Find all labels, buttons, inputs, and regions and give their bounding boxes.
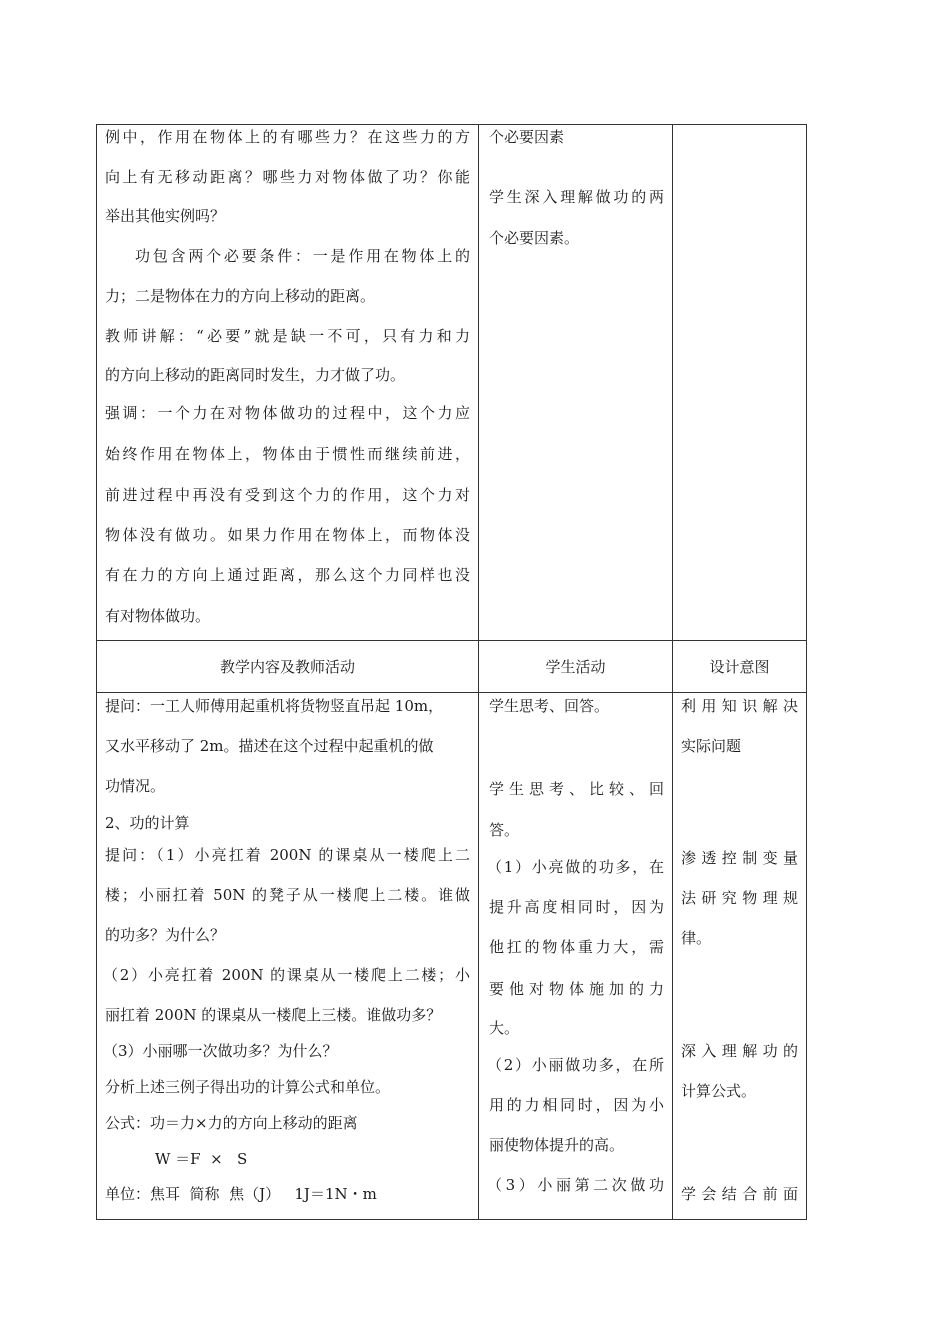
text-line: 丽扛着 200N 的课桌从一楼爬上三楼。谁做功多？	[105, 1006, 442, 1024]
text-line: 又水平移动了 2m。描述在这个过程中起重机的做	[105, 737, 434, 755]
text-line: 单位：焦耳 简称 焦（J） 1J＝1N・m	[105, 1185, 377, 1203]
text-line: 利用知识解决	[681, 697, 798, 715]
header-student-activity: 学生活动	[479, 641, 673, 693]
text-line: 分析上述三例子得出功的计算公式和单位。	[105, 1078, 391, 1096]
design-intent-cell	[673, 693, 807, 1220]
text-line: 个必要因素。	[489, 229, 580, 247]
text-line: 强调：一个力在对物体做功的过程中，这个力应	[105, 404, 470, 422]
text-line: 他扛的物体重力大，需	[489, 938, 664, 956]
text-line: 2、功的计算	[105, 814, 190, 832]
text-line: 前进过程中再没有受到这个力的作用，这个力对	[105, 486, 470, 504]
header-design-intent: 设计意图	[673, 641, 807, 693]
text-line: 始终作用在物体上，物体由于惯性而继续前进，	[105, 445, 470, 463]
text-line: 法研究物理规	[681, 889, 798, 907]
text-line: 提问：一工人师傅用起重机将货物竖直吊起 10m，	[105, 697, 444, 715]
text-line: （3）小丽第二次做功	[487, 1176, 664, 1194]
text-line: 答。	[489, 821, 520, 839]
student-activity-cell	[479, 693, 673, 1220]
text-line: 学生思考、回答。	[489, 697, 610, 715]
text-line: 用的力相同时，因为小	[489, 1096, 664, 1114]
text-line: 有对物体做功。	[105, 607, 211, 625]
text-line: 实际问题	[681, 737, 742, 755]
text-line: 提问：（1）小亮扛着 200N 的课桌从一楼爬上二	[105, 846, 470, 864]
text-line: （1）小亮做的功多，在	[487, 858, 664, 876]
text-line: （2）小丽做功多，在所	[487, 1056, 664, 1074]
text-line: 向上有无移动距离？哪些力对物体做了功？你能	[105, 168, 470, 186]
text-line: 计算公式。	[681, 1082, 757, 1100]
text-line: 有在力的方向上通过距离，那么这个力同样也没	[105, 566, 470, 584]
text-line: 大。	[489, 1019, 520, 1037]
text-line: 物体没有做功。如果力作用在物体上，而物体没	[105, 526, 470, 544]
top-row	[97, 125, 807, 641]
text-line: 公式：功＝力×力的方向上移动的距离	[105, 1114, 358, 1132]
teacher-activity-cell	[97, 693, 479, 1220]
text-line: 功情况。	[105, 777, 166, 795]
text-line: 丽使物体提升的高。	[489, 1136, 625, 1154]
text-line: 楼；小丽扛着 50N 的凳子从一楼爬上二楼。谁做	[105, 886, 470, 904]
text-line: 例中，作用在物体上的有哪些力？在这些力的方	[105, 128, 470, 146]
text-line: 学生思考、比较、回	[489, 780, 664, 798]
text-line: 力；二是物体在力的方向上移动的距离。	[105, 287, 376, 305]
text-line: 的功多？为什么？	[105, 926, 226, 944]
text-line: 的方向上移动的距离同时发生，力才做了功。	[105, 366, 406, 384]
design-intent-cell	[673, 125, 807, 641]
text-line: 教师讲解：“必要”就是缺一不可，只有力和力	[105, 327, 470, 345]
text-line: 深入理解功的	[681, 1042, 798, 1060]
student-activity-cell	[479, 125, 673, 641]
text-line: 学生深入理解做功的两	[489, 188, 664, 206]
text-line: （2）小亮扛着 200N 的课桌从一楼爬上二楼；小	[103, 966, 470, 984]
text-line: 渗透控制变量	[681, 849, 798, 867]
header-row	[97, 641, 807, 693]
text-line: 学会结合前面	[681, 1185, 798, 1203]
lesson-plan-table	[96, 124, 807, 1220]
text-line: 要他对物体施加的力	[489, 980, 664, 998]
text-line: 个必要因素	[489, 128, 565, 146]
text-line: 举出其他实例吗？	[105, 207, 226, 225]
formula-line: W ＝F × S	[155, 1150, 248, 1168]
text-line: （3）小丽哪一次做功多？为什么？	[103, 1042, 338, 1060]
header-teacher-activity: 教学内容及教师活动	[97, 641, 479, 693]
text-line: 提升高度相同时，因为	[489, 898, 664, 916]
text-line: 功包含两个必要条件：一是作用在物体上的	[135, 247, 470, 265]
teacher-activity-cell	[97, 125, 479, 641]
text-line: 律。	[681, 929, 712, 947]
bottom-row	[97, 693, 807, 1220]
